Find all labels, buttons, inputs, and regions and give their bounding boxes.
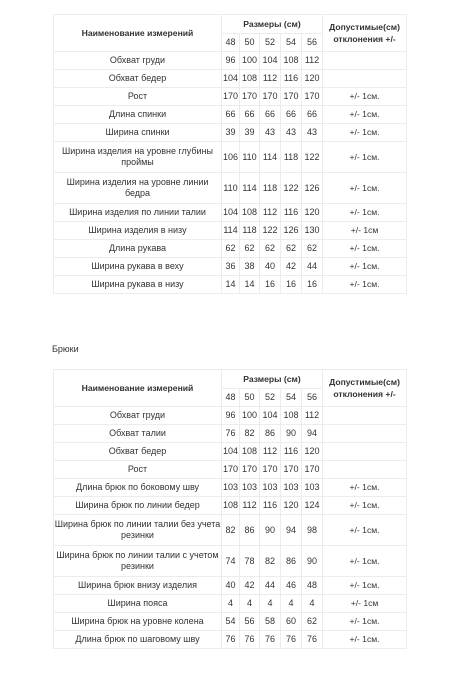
size-value: 96 [222,407,240,425]
table-row [54,461,407,479]
size-value: 100 [240,407,260,425]
size-value: 39 [222,124,240,142]
size-value: 130 [302,222,323,240]
size-value: 116 [281,70,302,88]
size-value: 108 [222,497,240,515]
size-value: 82 [260,546,281,577]
table-row [54,631,407,649]
table-row [54,497,407,515]
size-col: 52 [260,34,281,52]
table-row [54,106,407,124]
size-value: 43 [302,124,323,142]
size-value: 104 [222,70,240,88]
size-value: 4 [222,595,240,613]
size-value: 104 [222,204,240,222]
size-value: 48 [302,577,323,595]
measurement-name: Ширина изделия на уровне глубины проймы [54,142,222,173]
measurement-name: Длина рукава [54,240,222,258]
size-value: 66 [222,106,240,124]
size-value: 170 [302,461,323,479]
header-sizes: Размеры (см) [222,370,323,389]
size-value: 122 [281,173,302,204]
size-col: 50 [240,389,260,407]
size-value: 103 [281,479,302,497]
size-value: 42 [281,258,302,276]
size-col: 56 [302,34,323,52]
size-col: 52 [260,389,281,407]
size-value: 58 [260,613,281,631]
size-value: 90 [302,546,323,577]
table-row [54,52,407,70]
section-label-trousers: Брюки [52,344,79,354]
measurement-name: Длина брюк по боковому шву [54,479,222,497]
size-value: 108 [281,52,302,70]
size-value: 122 [302,142,323,173]
table-row [54,443,407,461]
size-value: 170 [281,461,302,479]
size-value: 90 [260,515,281,546]
size-value: 46 [281,577,302,595]
size-value: 114 [240,173,260,204]
size-value: 4 [260,595,281,613]
size-value: 16 [281,276,302,294]
tolerance-value: +/- 1см. [323,515,407,546]
size-value: 76 [260,631,281,649]
size-value: 118 [260,173,281,204]
tolerance-value: +/- 1см. [323,631,407,649]
size-value: 78 [240,546,260,577]
tolerance-value [323,461,407,479]
measurement-name: Рост [54,88,222,106]
measurement-name: Ширина брюк по линии бедер [54,497,222,515]
size-value: 116 [281,443,302,461]
size-value: 120 [302,70,323,88]
size-value: 86 [240,515,260,546]
size-value: 170 [240,88,260,106]
size-value: 114 [260,142,281,173]
tolerance-value: +/- 1см. [323,204,407,222]
table-row [54,546,407,577]
measurement-name: Ширина брюк по линии талии с учетом резинки [54,546,222,577]
size-value: 14 [240,276,260,294]
table-row [54,425,407,443]
size-value: 110 [240,142,260,173]
size-value: 43 [260,124,281,142]
size-value: 170 [281,88,302,106]
size-col: 48 [222,34,240,52]
size-value: 36 [222,258,240,276]
table-row [54,222,407,240]
size-value: 110 [222,173,240,204]
size-value: 62 [302,613,323,631]
tolerance-value: +/- 1см. [323,88,407,106]
size-value: 56 [240,613,260,631]
size-value: 170 [240,461,260,479]
size-value: 122 [260,222,281,240]
size-value: 103 [240,479,260,497]
size-value: 62 [302,240,323,258]
table-row [54,142,407,173]
size-value: 94 [302,425,323,443]
measurement-name: Ширина брюк внизу изделия [54,577,222,595]
size-value: 43 [281,124,302,142]
shirt-measurements-table [53,14,407,294]
tolerance-value: +/- 1см [323,222,407,240]
measurement-name: Ширина изделия на уровне линии бедра [54,173,222,204]
size-value: 118 [240,222,260,240]
measurement-name: Длина брюк по шаговому шву [54,631,222,649]
size-value: 108 [281,407,302,425]
measurement-name: Ширина брюк на уровне колена [54,613,222,631]
tolerance-value: +/- 1см. [323,240,407,258]
size-value: 170 [302,88,323,106]
tolerance-value [323,407,407,425]
size-value: 94 [281,515,302,546]
table-row [54,204,407,222]
size-value: 16 [302,276,323,294]
measurement-name: Ширина рукава в низу [54,276,222,294]
tolerance-value: +/- 1см. [323,142,407,173]
size-value: 120 [302,204,323,222]
table-row [54,70,407,88]
size-value: 4 [240,595,260,613]
header-tolerance: Допустимые(см) отклонения +/- [323,15,407,52]
size-value: 82 [222,515,240,546]
size-value: 86 [281,546,302,577]
size-value: 16 [260,276,281,294]
tolerance-value: +/- 1см. [323,577,407,595]
measurement-name: Ширина пояса [54,595,222,613]
size-value: 60 [281,613,302,631]
size-value: 76 [222,425,240,443]
measurement-name: Рост [54,461,222,479]
size-value: 66 [260,106,281,124]
size-col: 54 [281,34,302,52]
tolerance-value [323,70,407,88]
size-value: 114 [222,222,240,240]
tolerance-value: +/- 1см. [323,106,407,124]
size-value: 112 [302,52,323,70]
tolerance-value: +/- 1см. [323,546,407,577]
table-row [54,613,407,631]
tolerance-value: +/- 1см. [323,497,407,515]
size-value: 118 [281,142,302,173]
size-value: 14 [222,276,240,294]
size-value: 103 [260,479,281,497]
table-row [54,173,407,204]
header-measurement-name: Наименование измерений [54,370,222,407]
measurement-name: Длина спинки [54,106,222,124]
tolerance-value [323,425,407,443]
table-row [54,479,407,497]
size-value: 98 [302,515,323,546]
table-row [54,88,407,106]
header-measurement-name: Наименование измерений [54,15,222,52]
size-value: 4 [281,595,302,613]
size-value: 103 [302,479,323,497]
size-value: 62 [260,240,281,258]
size-value: 104 [222,443,240,461]
size-value: 112 [260,443,281,461]
table-row [54,595,407,613]
size-value: 62 [281,240,302,258]
size-value: 54 [222,613,240,631]
size-value: 108 [240,443,260,461]
size-value: 170 [260,88,281,106]
tolerance-value: +/- 1см [323,595,407,613]
size-value: 108 [240,204,260,222]
size-value: 112 [240,497,260,515]
size-value: 104 [260,407,281,425]
table-row [54,407,407,425]
size-value: 74 [222,546,240,577]
size-value: 170 [222,88,240,106]
table-row [54,276,407,294]
size-value: 44 [260,577,281,595]
size-value: 170 [260,461,281,479]
tolerance-value: +/- 1см. [323,173,407,204]
size-value: 76 [240,631,260,649]
size-value: 126 [302,173,323,204]
size-value: 40 [222,577,240,595]
size-value: 112 [260,204,281,222]
size-value: 96 [222,52,240,70]
size-value: 112 [260,70,281,88]
tolerance-value: +/- 1см. [323,124,407,142]
size-value: 44 [302,258,323,276]
size-value: 100 [240,52,260,70]
size-col: 56 [302,389,323,407]
size-value: 66 [281,106,302,124]
measurement-name: Обхват талии [54,425,222,443]
tolerance-value: +/- 1см. [323,258,407,276]
tolerance-value [323,52,407,70]
size-value: 106 [222,142,240,173]
size-value: 62 [222,240,240,258]
size-col: 48 [222,389,240,407]
table-row [54,515,407,546]
size-value: 116 [260,497,281,515]
size-col: 50 [240,34,260,52]
measurement-name: Обхват бедер [54,70,222,88]
size-value: 104 [260,52,281,70]
size-value: 116 [281,204,302,222]
size-value: 4 [302,595,323,613]
tolerance-value [323,443,407,461]
measurement-name: Ширина спинки [54,124,222,142]
measurement-name: Обхват груди [54,52,222,70]
size-value: 76 [222,631,240,649]
tolerance-value: +/- 1см. [323,613,407,631]
size-value: 124 [302,497,323,515]
size-value: 66 [302,106,323,124]
table-row [54,258,407,276]
size-value: 39 [240,124,260,142]
measurement-name: Ширина рукава в веху [54,258,222,276]
tolerance-value: +/- 1см. [323,479,407,497]
measurement-name: Ширина брюк по линии талии без учета резинки [54,515,222,546]
size-value: 40 [260,258,281,276]
measurement-name: Ширина изделия по линии талии [54,204,222,222]
measurement-name: Обхват груди [54,407,222,425]
size-value: 38 [240,258,260,276]
size-value: 126 [281,222,302,240]
header-sizes: Размеры (см) [222,15,323,34]
size-value: 90 [281,425,302,443]
size-value: 82 [240,425,260,443]
size-value: 66 [240,106,260,124]
measurement-name: Обхват бедер [54,443,222,461]
size-value: 120 [302,443,323,461]
size-value: 76 [281,631,302,649]
trousers-measurements-table [53,369,407,649]
table-row [54,240,407,258]
size-value: 108 [240,70,260,88]
size-value: 112 [302,407,323,425]
size-value: 120 [281,497,302,515]
size-value: 170 [222,461,240,479]
table-row [54,124,407,142]
table-row [54,577,407,595]
size-value: 62 [240,240,260,258]
tolerance-value: +/- 1см. [323,276,407,294]
size-value: 86 [260,425,281,443]
measurement-name: Ширина изделия в низу [54,222,222,240]
size-value: 76 [302,631,323,649]
header-tolerance: Допустимые(см) отклонения +/- [323,370,407,407]
size-col: 54 [281,389,302,407]
size-value: 103 [222,479,240,497]
size-value: 42 [240,577,260,595]
